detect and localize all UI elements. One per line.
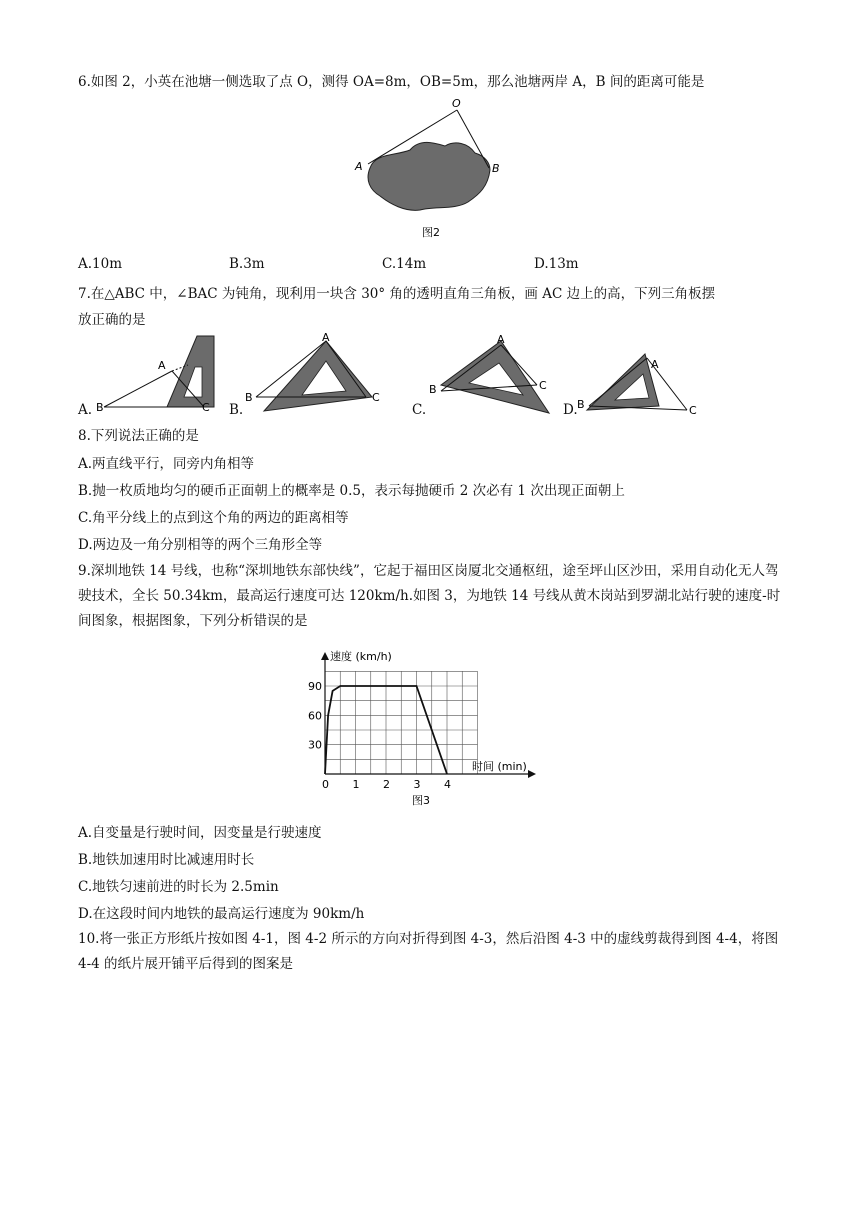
q6-stem: 6.如图 2，小英在池塘一侧选取了点 O，测得 OA=8m，OB=5m，那么池塘两岸 A，B 间的距离可能是 xyxy=(78,74,705,90)
q7-stem-line2: 放正确的是 xyxy=(78,312,146,328)
x-tick-label: 0 xyxy=(322,778,329,791)
y-axis-label: 速度 (km/h) xyxy=(330,650,392,663)
set-square-d xyxy=(587,354,659,410)
q7a-vertex-c: C xyxy=(202,401,210,414)
q8-option-a: A.两直线平行，同旁内角相等 xyxy=(78,456,255,472)
point-o-label: O xyxy=(452,97,461,110)
q7a-vertex-b: B xyxy=(96,401,104,414)
q7b-vertex-c: C xyxy=(372,391,380,404)
figure-3-caption: 图3 xyxy=(412,794,430,807)
x-tick-label: 1 xyxy=(352,778,360,791)
q7a-vertex-a: A xyxy=(158,359,166,372)
q9-option-d: D.在这段时间内地铁的最高运行速度为 90km/h xyxy=(78,906,365,922)
y-axis-arrow xyxy=(321,652,329,660)
q7-figure-a xyxy=(92,333,222,415)
q7-option-b-label: B. xyxy=(229,402,244,418)
x-tick-label: 4 xyxy=(444,778,451,791)
q6-option-c: C.14m xyxy=(382,256,427,272)
q6-option-b: B.3m xyxy=(229,256,265,272)
q7-option-d-label: D. xyxy=(563,402,578,418)
x-axis-arrow xyxy=(528,770,536,778)
point-b-label: B xyxy=(492,162,500,175)
q7c-vertex-c: C xyxy=(539,379,547,392)
q8-option-c: C.角平分线上的点到这个角的两边的距离相等 xyxy=(78,510,349,526)
q7-figure-b xyxy=(240,333,390,415)
q7-figure-d xyxy=(575,340,705,416)
q6-option-d: D.13m xyxy=(534,256,579,272)
x-axis-label: 时间 (min) xyxy=(472,760,527,773)
y-tick-label: 60 xyxy=(308,709,322,723)
q6-option-a: A.10m xyxy=(78,256,123,272)
q7-stem-line1: 7.在△ABC 中，∠BAC 为钝角，现利用一块含 30° 角的透明直角三角板，画 AC 边上的高，下列三角板摆 xyxy=(78,286,716,302)
q7d-vertex-c: C xyxy=(689,404,697,417)
q8-option-b: B.抛一枚质地均匀的硬币正面朝上的概率是 0.5，表示每抛硬币 2 次必有 1 次出现正面朝上 xyxy=(78,483,625,499)
figure-2-caption: 图2 xyxy=(422,226,440,239)
q10-stem: 10.将一张正方形纸片按如图 4-1，图 4-2 所示的方向对折得到图 4-3，然后沿图 4-3 中的虚线剪裁得到图 4-4，将图 4-4 的纸片展开铺平后得到的图案是 xyxy=(78,931,779,972)
q8-stem: 8.下列说法正确的是 xyxy=(78,428,199,444)
pond-figure xyxy=(350,98,510,243)
q9-option-b: B.地铁加速用时比减速用时长 xyxy=(78,852,255,868)
q7b-vertex-a: A xyxy=(322,331,330,344)
speed-time-chart xyxy=(300,648,540,810)
q7-option-c-label: C. xyxy=(412,402,427,418)
q7c-vertex-a: A xyxy=(497,333,505,346)
q7c-vertex-b: B xyxy=(429,383,437,396)
q7d-vertex-b: B xyxy=(577,398,585,411)
q8-option-d: D.两边及一角分别相等的两个三角形全等 xyxy=(78,537,323,553)
q7d-vertex-a: A xyxy=(651,358,659,371)
q9-option-c: C.地铁匀速前进的时长为 2.5min xyxy=(78,879,279,895)
y-tick-label: 30 xyxy=(308,738,322,752)
point-a-label: A xyxy=(355,160,363,173)
q9-stem: 9.深圳地铁 14 号线，也称“深圳地铁东部快线”，它起于福田区岗厦北交通枢纽，途至坪山区沙田，采用自动化无人驾驶技术，全长 50.34km，最高运行速度可达 120km/h.如图 3，为地铁 14 号线从黄木岗站到罗湖北站行驶的速度-时间图象，根据图象，下列分析错误的是 xyxy=(78,563,781,629)
q9-option-a: A.自变量是行驶时间，因变量是行驶速度 xyxy=(78,825,322,841)
x-tick-label: 2 xyxy=(383,778,390,791)
x-tick-label: 3 xyxy=(413,778,421,791)
q7-figure-c xyxy=(425,333,565,415)
q7-option-a-label: A. xyxy=(78,402,93,418)
q7b-vertex-b: B xyxy=(245,391,253,404)
y-tick-label: 90 xyxy=(308,680,322,693)
